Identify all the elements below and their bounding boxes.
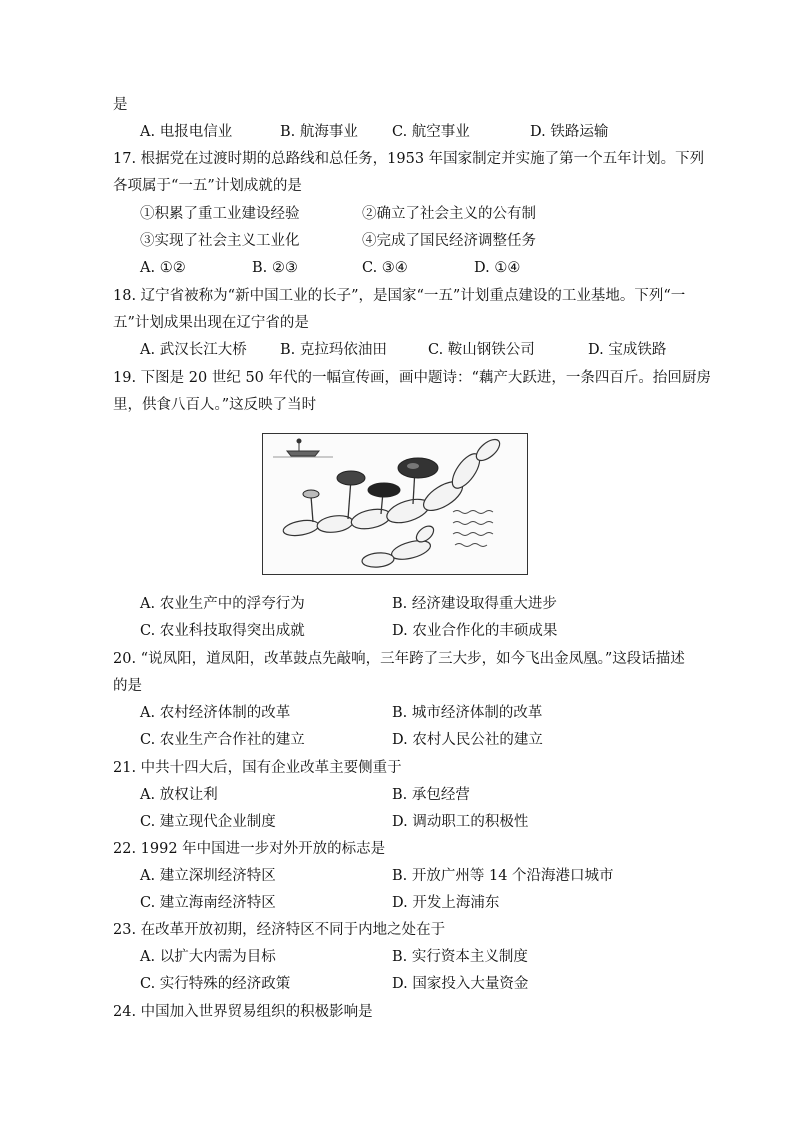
q21-option-a: A. 放权让利 xyxy=(140,787,218,803)
q20-option-c: C. 农业生产合作社的建立 xyxy=(140,732,305,748)
q16-option-c: C. 航空事业 xyxy=(392,124,470,140)
q18-option-b: B. 克拉玛依油田 xyxy=(280,342,387,358)
q16-option-d: D. 铁路运输 xyxy=(530,124,609,140)
q21-option-d: D. 调动职工的积极性 xyxy=(392,814,529,830)
q19-option-a: A. 农业生产中的浮夸行为 xyxy=(140,596,305,612)
q18-option-d: D. 宝成铁路 xyxy=(588,342,667,358)
q19-option-c: C. 农业科技取得突出成就 xyxy=(140,623,305,639)
q17-item-4: ④完成了国民经济调整任务 xyxy=(362,233,536,249)
q20-stem-line2: 的是 xyxy=(113,678,142,694)
q18-option-c: C. 鞍山钢铁公司 xyxy=(428,342,535,358)
q22-stem: 22. 1992 年中国进一步对外开放的标志是 xyxy=(113,841,386,857)
q23-option-b: B. 实行资本主义制度 xyxy=(392,949,528,965)
q21-stem: 21. 中共十四大后，国有企业改革主要侧重于 xyxy=(113,760,402,776)
q18-stem-line1: 18. 辽宁省被称为“新中国工业的长子”，是国家“一五”计划重点建设的工业基地。下列“一 xyxy=(113,288,686,304)
q20-option-d: D. 农村人民公社的建立 xyxy=(392,732,543,748)
lotus-root-drawing xyxy=(263,434,526,573)
q21-option-c: C. 建立现代企业制度 xyxy=(140,814,276,830)
q19-stem-line2: 里，供食八百人。”这反映了当时 xyxy=(113,397,317,413)
lotus-leaves xyxy=(303,458,438,498)
q23-option-d: D. 国家投入大量资金 xyxy=(392,976,529,992)
q19-option-d: D. 农业合作化的丰硕成果 xyxy=(392,623,558,639)
q17-option-c: C. ③④ xyxy=(362,260,408,276)
q24-stem: 24. 中国加入世界贸易组织的积极影响是 xyxy=(113,1004,373,1020)
q20-option-b: B. 城市经济体制的改革 xyxy=(392,705,543,721)
q22-option-b: B. 开放广州等 14 个沿海港口城市 xyxy=(392,868,614,884)
q17-option-b: B. ②③ xyxy=(252,260,298,276)
q17-option-d: D. ①④ xyxy=(474,260,521,276)
boat-sketch xyxy=(273,439,333,457)
q23-stem: 23. 在改革开放初期，经济特区不同于内地之处在于 xyxy=(113,922,446,938)
q21-option-b: B. 承包经营 xyxy=(392,787,470,803)
q17-stem-line1: 17. 根据党在过渡时期的总路线和总任务，1953 年国家制定并实施了第一个五年计划。下列 xyxy=(113,151,705,167)
q22-option-d: D. 开发上海浦东 xyxy=(392,895,500,911)
q17-item-2: ②确立了社会主义的公有制 xyxy=(362,206,536,222)
q19-stem-line1: 19. 下图是 20 世纪 50 年代的一幅宣传画，画中题诗：“藕产大跃进，一条四百斤。抬回厨房 xyxy=(113,370,711,386)
q22-option-c: C. 建立海南经济特区 xyxy=(140,895,276,911)
q18-option-a: A. 武汉长江大桥 xyxy=(140,342,247,358)
q23-option-a: A. 以扩大内需为目标 xyxy=(140,949,276,965)
q16-option-b: B. 航海事业 xyxy=(280,124,358,140)
q16-option-a: A. 电报电信业 xyxy=(140,124,233,140)
q17-item-1: ①积累了重工业建设经验 xyxy=(140,206,300,222)
q17-stem-line2: 各项属于“一五”计划成就的是 xyxy=(113,178,302,194)
q19-option-b: B. 经济建设取得重大进步 xyxy=(392,596,557,612)
q23-option-c: C. 实行特殊的经济政策 xyxy=(140,976,291,992)
handwritten-poem-scribble xyxy=(453,511,493,547)
q17-option-a: A. ①② xyxy=(140,260,186,276)
q20-stem-line1: 20. “说凤阳，道凤阳，改革鼓点先敲响，三年跨了三大步，如今飞出金凤凰。”这段话描述 xyxy=(113,651,685,667)
question-16-stem-fragment: 是 xyxy=(113,97,128,113)
propaganda-lotus-root-illustration xyxy=(262,433,528,575)
q18-stem-line2: 五”计划成果出现在辽宁省的是 xyxy=(113,315,309,331)
q17-item-3: ③实现了社会主义工业化 xyxy=(140,233,300,249)
q22-option-a: A. 建立深圳经济特区 xyxy=(140,868,276,884)
q20-option-a: A. 农村经济体制的改革 xyxy=(140,705,291,721)
